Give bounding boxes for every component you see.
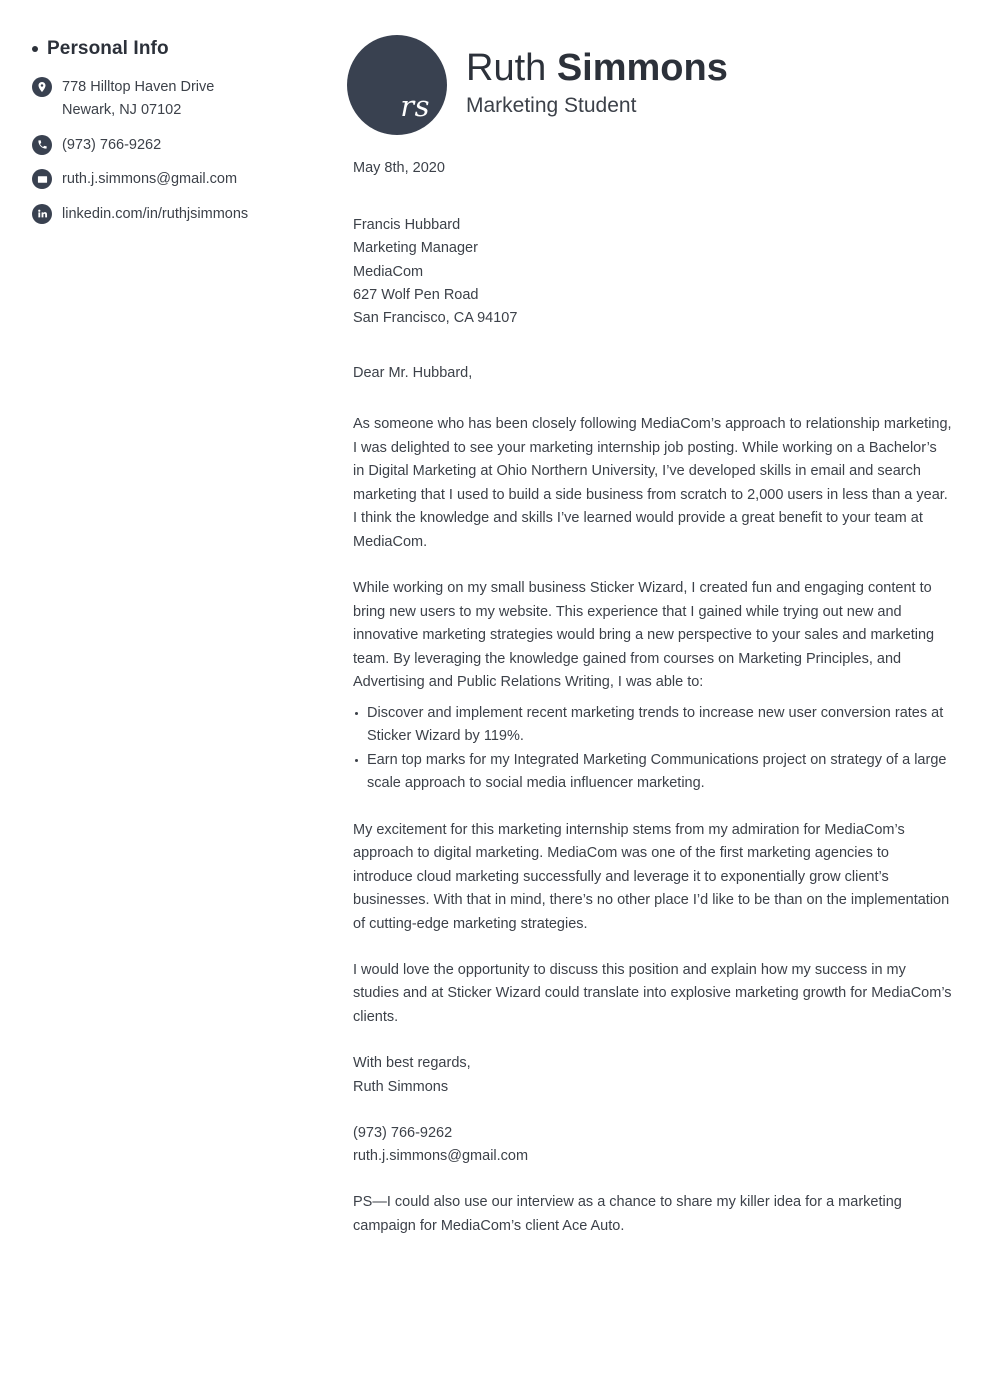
- last-name: Simmons: [556, 46, 728, 89]
- first-name: Ruth: [466, 46, 557, 89]
- signature-name: Ruth Simmons: [353, 1078, 449, 1095]
- closing-email: ruth.j.simmons@gmail.com: [353, 1148, 529, 1165]
- contact-item-linkedin: [32, 203, 327, 226]
- contact-text-email: ruth.j.simmons@gmail.com: [62, 171, 238, 188]
- recipient-address-block: [353, 214, 952, 330]
- paragraph-2: While working on my small business Sticker Wizard, I created fun and engaging content to bring new users to my website. This experience that I gained while trying out new and innovative marketing strategies would bring a new perspective to your sales and marketing team. By leveraging the knowledge gained from courses on Marketing Principles, and Advertising and Public Relations Writing, I was able to:: [353, 580, 935, 691]
- closing-phrase: With best regards,: [353, 1055, 471, 1072]
- linkedin-icon: [32, 204, 52, 224]
- recipient-street: 627 Wolf Pen Road: [353, 286, 479, 303]
- closing-phone: (973) 766-9262: [353, 1124, 453, 1141]
- address-line-2: Newark, NJ 07102: [62, 102, 182, 119]
- recipient-company: MediaCom: [353, 263, 424, 280]
- identity-block: [466, 47, 728, 124]
- page-title: [466, 47, 728, 90]
- job-title: Marketing Student: [466, 94, 637, 118]
- list-item: Discover and implement recent marketing trends to increase new user conversion rates at Sticker Wizard by 119%.: [353, 702, 952, 749]
- location-pin-icon: [32, 77, 52, 97]
- contact-text-phone: (973) 766-9262: [62, 136, 162, 153]
- paragraph-3: My excitement for this marketing internship stems from my admiration for MediaCom’s approach to digital marketing. MediaCom was one of the first marketing agencies to introduce cloud marketing successfully and leverage it to exponentially grow client’s businesses. With that in mind, there’s no other place I’d like to be than on the implementation of cutting-edge marketing strategies.: [353, 821, 950, 932]
- salutation: Dear Mr. Hubbard,: [353, 365, 473, 382]
- contact-text-address: [62, 76, 214, 123]
- monogram-avatar: [347, 35, 447, 135]
- phone-icon: [32, 135, 52, 155]
- heading-bullet-icon: [32, 46, 38, 52]
- address-line-1: 778 Hilltop Haven Drive: [62, 79, 215, 95]
- letter-date: May 8th, 2020: [353, 160, 445, 176]
- postscript: PS—I could also use our interview as a chance to share my killer idea for a marketing campaign for MediaCom’s client Ace Auto.: [353, 1194, 902, 1234]
- sidebar-heading-label: Personal Info: [47, 38, 169, 59]
- contact-item-email: [32, 168, 327, 191]
- recipient-title: Marketing Manager: [353, 240, 478, 257]
- sidebar-heading: [32, 38, 327, 60]
- paragraph-4: I would love the opportunity to discuss this position and explain how my success in my studies and at Sticker Wizard could translate into explosive marketing growth for MediaCom’s clients.: [353, 962, 952, 1025]
- contact-text-linkedin: linkedin.com/in/ruthjsimmons: [62, 205, 249, 222]
- closing-contact-block: [353, 1122, 952, 1168]
- contact-item-address: [32, 76, 327, 123]
- recipient-name: Francis Hubbard: [353, 217, 461, 234]
- monogram-initials: rs: [400, 89, 430, 123]
- sidebar-personal-info: [0, 0, 347, 237]
- contact-item-phone: [32, 134, 327, 157]
- envelope-icon: [32, 169, 52, 189]
- contact-list: [32, 76, 327, 226]
- list-item: Earn top marks for my Integrated Marketing Communications project on strategy of a large scale approach to social media influencer marketing.: [353, 749, 952, 796]
- signoff-block: [353, 1052, 952, 1098]
- recipient-city-state-zip: San Francisco, CA 94107: [353, 309, 518, 326]
- letter-body: [347, 0, 990, 1238]
- achievement-list: [353, 702, 952, 796]
- paragraph-1: As someone who has been closely following MediaCom’s approach to relationship marketing, I was delighted to see your marketing internship job posting. While working on a Bachelor’s in Digital Marketing at Ohio Northern University, I’ve developed skills in email and search marketing that I used to build a side business from scratch to 2,000 users in less than a year. I think the knowledge and skills I’ve learned would provide a great benefit to your team at MediaCom.: [353, 416, 952, 550]
- letter-content: [353, 413, 952, 1238]
- letterhead: [347, 35, 952, 135]
